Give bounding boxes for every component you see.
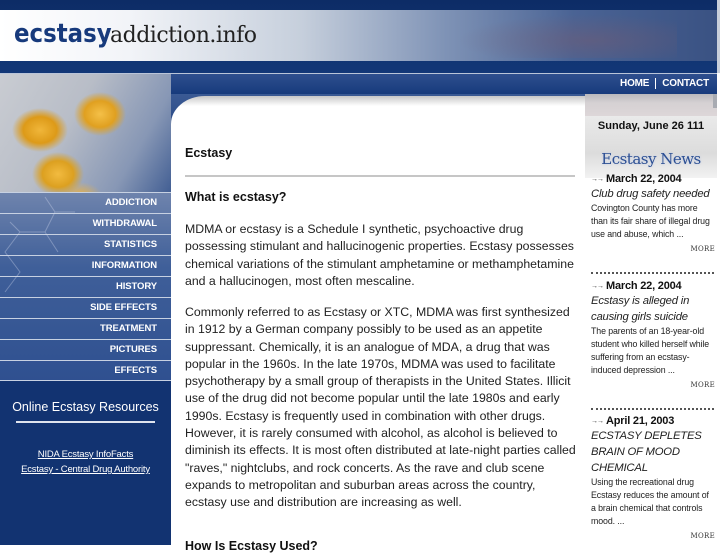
sidebar-item-effects[interactable]: EFFECTS — [0, 360, 171, 381]
arrow-bullet-icon: →→ — [591, 418, 603, 425]
resources-divider — [16, 421, 155, 423]
logo-bold-text: ecstasy — [14, 19, 112, 49]
news-headline[interactable]: Club drug safety needed — [591, 188, 710, 200]
sidebar-item-information[interactable]: INFORMATION — [0, 255, 171, 276]
date-box — [585, 116, 717, 178]
nav-separator — [655, 78, 656, 89]
news-body: Using the recreational drug Ecstasy reduces the amount of a brain chemical that controls mood. ... — [591, 477, 709, 526]
news-headline[interactable]: Ecstasy is alleged in causing girls suicide — [591, 295, 690, 323]
news-body: The parents of an 18-year-old student who killed herself while suffering from an ecstasy-induced depression ... — [591, 326, 710, 375]
right-panel-top — [585, 94, 717, 116]
news-item — [591, 280, 715, 389]
right-panel-edge — [713, 94, 717, 108]
current-date: Sunday, June 26 111 — [597, 120, 705, 132]
news-more-link[interactable]: MORE — [690, 381, 715, 389]
nav-contact-link[interactable]: CONTACT — [662, 78, 709, 89]
molecule-structure-icon — [0, 192, 100, 342]
news-date: →→ March 22, 2004 — [591, 173, 682, 185]
sidebar-item-treatment[interactable]: TREATMENT — [0, 318, 171, 339]
news-divider — [591, 272, 714, 274]
resource-link-cda[interactable]: Ecstasy - Central Drug Authority — [21, 464, 150, 475]
pills-photo — [0, 74, 171, 197]
top-nav-links — [620, 78, 709, 89]
resource-link-nida[interactable]: NIDA Ecstasy InfoFacts — [37, 449, 134, 460]
section-heading-what-is: What is ecstasy? — [185, 190, 287, 204]
news-divider — [591, 408, 714, 410]
resources-links — [0, 447, 171, 477]
page-title: Ecstasy — [185, 146, 233, 160]
sidebar-item-history[interactable]: HISTORY — [0, 276, 171, 297]
news-item — [591, 415, 715, 540]
main-content — [171, 124, 585, 553]
news-more-link[interactable]: MORE — [690, 532, 715, 540]
arrow-bullet-icon: →→ — [591, 176, 603, 183]
news-body: Covington County has more than its fair share of illegal drug use and abuse, which ... — [591, 203, 710, 239]
news-date: →→ April 21, 2003 — [591, 415, 675, 427]
sidebar-item-statistics[interactable]: STATISTICS — [0, 234, 171, 255]
news-headline[interactable]: ECSTASY DEPLETES BRAIN OF MOOD CHEMICAL — [591, 430, 702, 474]
nav-home-link[interactable]: HOME — [620, 78, 650, 89]
site-header — [0, 0, 727, 73]
news-section-title: Ecstasy News — [601, 150, 701, 168]
resources-panel — [0, 381, 171, 545]
arrow-bullet-icon: →→ — [591, 283, 603, 290]
header-edge — [717, 0, 727, 73]
logo-light-text: addiction.info — [110, 23, 257, 48]
sidebar-item-addiction[interactable]: ADDICTION — [0, 192, 171, 213]
sidebar-nav — [0, 192, 171, 381]
title-divider — [185, 175, 575, 177]
content-top-curve — [171, 94, 585, 124]
news-more-link[interactable]: MORE — [690, 245, 715, 253]
paragraph: MDMA or ecstasy is a Schedule I synthetic, psychoactive drug possessing stimulant and hallucinogenic properties. Ecstasy possesses chemical variations of the stimulant amphetamine or methamphetamine and a hallucinogen, most often mescaline. — [185, 222, 574, 288]
section-heading-how-used: How Is Ecstasy Used? — [185, 539, 318, 553]
sidebar-item-side-effects[interactable]: SIDE EFFECTS — [0, 297, 171, 318]
sidebar-item-pictures[interactable]: PICTURES — [0, 339, 171, 360]
news-date: →→ March 22, 2004 — [591, 280, 682, 292]
news-item — [591, 173, 715, 253]
sidebar-item-withdrawal[interactable]: WITHDRAWAL — [0, 213, 171, 234]
resources-title: Online Ecstasy Resources — [12, 400, 159, 414]
site-logo[interactable] — [14, 19, 257, 55]
paragraph: Commonly referred to as Ecstasy or XTC, MDMA was first synthesized in 1912 by a German company possibly to be used as an appetite suppressant. Chemically, it is an analogue of MDA, a drug that was popular in the 1960s. In the late 1970s, MDMA was used to facilitate psychotherapy by a small group of therapists in the United States. Illicit use of the drug did not become popular until the late 1980s and early 1990s. Ecstasy is frequently used in combination with other drugs. However, it is rarely consumed with alcohol, as alcohol is believed to diminish its effects. It is most often distributed at late-night parties called "raves," nightclubs, and rock concerts. As the rave and club scene expands to metropolitan and suburban areas across the country, ecstasy use and distribution are increasing as well. — [185, 305, 576, 510]
